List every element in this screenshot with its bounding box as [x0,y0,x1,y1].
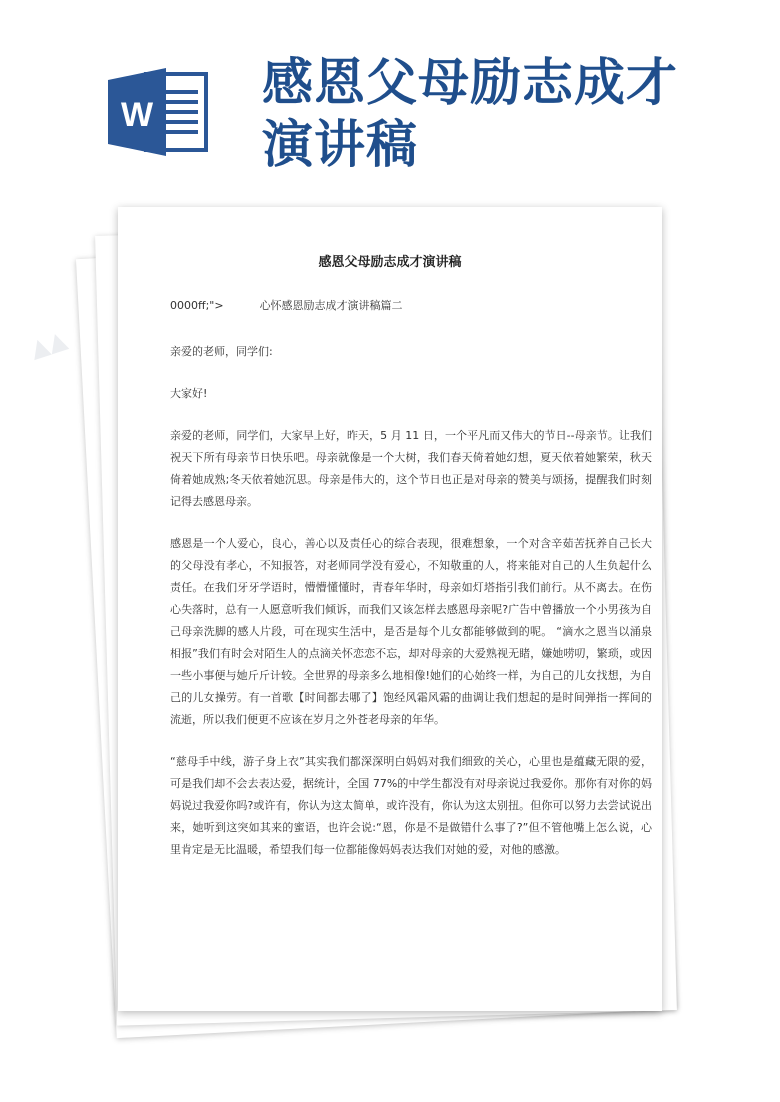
document-body [170,295,652,881]
watermark: ▲▲ [26,324,71,364]
paragraph-3: “慈母手中线，游子身上衣”其实我们都深深明白妈妈对我们细致的关心，心里也是蕴藏无限的爱，可是我们却不会去表达爱，据统计，全国 77%的中学生都没有对母亲说过我爱你。那你有对你的妈妈说过我爱你吗?或许有，你认为这太简单，或许没有，你认为这太别扭。但你可以努力去尝试说出来，她听到这突如其来的蜜语，也许会说:“恩，你是不是做错什么事了?”但不管他嘴上怎么说，心里肯定是无比温暖，希望我们每一位都能像妈妈表达我们对她的爱，对他的感激。 [170,755,652,856]
banner-title [262,52,762,176]
document-page [118,207,662,1011]
banner-title-line2: 演讲稿 [262,115,419,175]
word-logo-icon [108,68,208,156]
paragraph-2: 感恩是一个人爱心，良心，善心以及责任心的综合表现，很难想象，一个对含辛茹苦抚养自己长大的父母没有孝心，不知报答，对老师同学没有爱心，不知敬重的人，将来能对自己的人生负起什么责任。在我们牙牙学语时，懵懵懂懂时，青春年华时，母亲如灯塔指引我们前行。从不离去。在伤心失落时，总有一人愿意听我们倾诉，而我们又该怎样去感恩母亲呢?广告中曾播放一个小男孩为自己母亲洗脚的感人片段，可在现实生活中，是否是每个儿女都能够做到的呢。 “滴水之恩当以涌泉相报”我们有时会对陌生人的点滴关怀恋恋不忘，却对母亲的大爱熟视无睹，嫌她唠叨，繁琐，或因一些小事便与她斤斤计较。全世界的母亲多么地相像!她们的心始终一样，为自己的儿女找想，为自己的儿女操劳。有一首歌【时间都去哪了】饱经风霜风霜的曲调让我们想起的是时间弹指一挥间的流逝，所以我们便更不应该在岁月之外苍老母亲的年华。 [170,537,652,726]
logo-letter: W [120,96,154,134]
document-head-line [170,295,652,317]
document-title: 感恩父母励志成才演讲稿 [318,255,462,270]
greeting: 大家好! [170,387,208,400]
head-text: 心怀感恩励志成才演讲稿篇二 [259,299,403,312]
head-code: 0000ff;"> [170,299,224,312]
paragraph-1: 亲爱的老师，同学们，大家早上好，昨天，5 月 11 日，一个平凡而又伟大的节日--母亲节。让我们祝天下所有母亲节日快乐吧。母亲就像是一个大树，我们春天倚着她幻想，夏天依着她繁荣，秋天倚着她成熟;冬天依着她沉思。母亲是伟大的，这个节日也正是对母亲的赞美与颂扬，提醒我们时刻记得去感恩母亲。 [170,429,652,508]
salutation: 亲爱的老师，同学们: [170,345,273,358]
banner-title-line1: 感恩父母励志成才 [262,53,679,113]
